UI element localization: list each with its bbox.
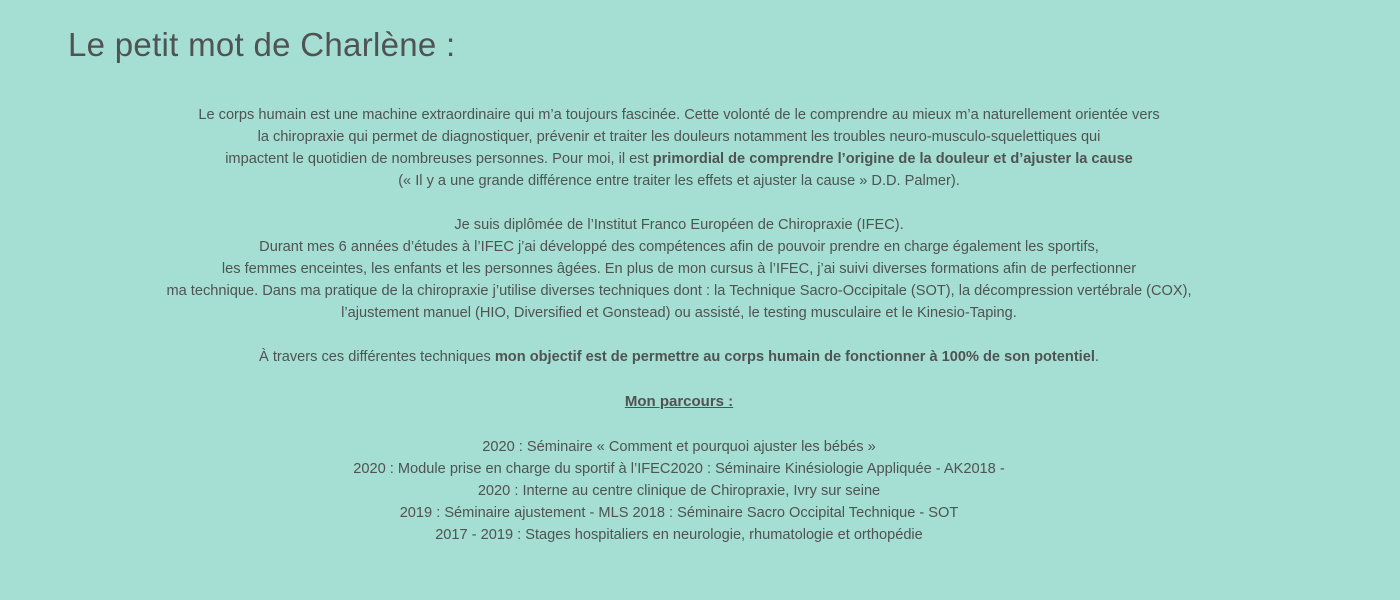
- parcours-heading: Mon parcours :: [624, 393, 734, 410]
- background-line: Je suis diplômée de l’Institut Franco Européen de Chiropraxie (IFEC).: [454, 217, 904, 233]
- intro-text: impactent le quotidien de nombreuses personnes. Pour moi, il est: [225, 151, 653, 167]
- parcours-item: 2019 : Séminaire ajustement - MLS 2018 : Séminaire Sacro Occipital Technique - SOT: [399, 505, 959, 521]
- intro-line: la chiropraxie qui permet de diagnostiquer, prévenir et traiter les douleurs notamment les troubles neuro-musculo-squelettiques qui: [257, 129, 1101, 145]
- parcours-item: 2020 : Séminaire « Comment et pourquoi ajuster les bébés »: [482, 439, 876, 455]
- parcours-item: 2020 : Interne au centre clinique de Chiropraxie, Ivry sur seine: [477, 483, 881, 499]
- content-body: [0, 104, 1358, 546]
- intro-line: [0, 148, 1358, 170]
- intro-emphasis: primordial de comprendre l’origine de la douleur et d’ajuster la cause: [652, 151, 1133, 167]
- spacer: [0, 368, 1358, 391]
- palmer-quote: (« Il y a une grande différence entre traiter les effets et ajuster la cause » D.D. Palmer).: [398, 173, 960, 189]
- spacer: [0, 324, 1358, 346]
- page-title: Le petit mot de Charlène :: [68, 26, 456, 63]
- background-line: l’ajustement manuel (HIO, Diversified et Gonstead) ou assisté, le testing musculaire et le Kinesio-Taping.: [341, 305, 1017, 321]
- objective-emphasis: mon objectif est de permettre au corps humain de fonctionner à 100% de son potentiel: [494, 349, 1095, 365]
- objective-text: À travers ces différentes techniques: [259, 349, 495, 365]
- parcours-item: 2017 - 2019 : Stages hospitaliers en neurologie, rhumatologie et orthopédie: [435, 527, 923, 543]
- intro-line: Le corps humain est une machine extraordinaire qui m’a toujours fascinée. Cette volonté de le comprendre au mieux m’a naturellement orientée vers: [198, 107, 1160, 123]
- background-line: ma technique. Dans ma pratique de la chiropraxie j’utilise diverses techniques dont : la Technique Sacro-Occipitale (SOT), la décompression vertébrale (COX),: [166, 283, 1192, 299]
- parcours-item: 2020 : Module prise en charge du sportif à l’IFEC2020 : Séminaire Kinésiologie Appliquée - AK2018 -: [353, 461, 1005, 477]
- background-line: les femmes enceintes, les enfants et les personnes âgées. En plus de mon cursus à l’IFEC, j’ai suivi diverses formations afin de perfectionner: [221, 261, 1137, 277]
- parcours-list: [0, 436, 1358, 546]
- objective-end: .: [1094, 349, 1099, 365]
- spacer: [0, 192, 1358, 214]
- background-line: Durant mes 6 années d’études à l’IFEC j’ai développé des compétences afin de pouvoir prendre en charge également les sportifs,: [259, 239, 1099, 255]
- spacer: [0, 413, 1358, 436]
- objective-line: [0, 346, 1358, 368]
